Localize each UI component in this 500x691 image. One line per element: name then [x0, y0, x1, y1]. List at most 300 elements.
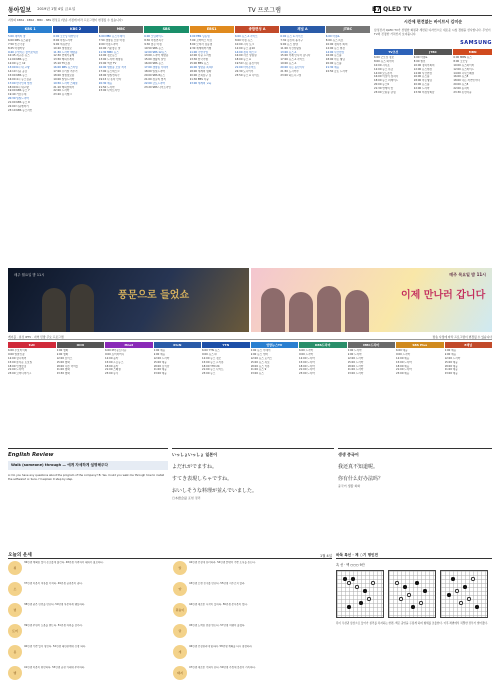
channel-column — [8, 35, 52, 265]
black-stone — [347, 605, 350, 608]
program-item: 11:30 MBC 뉴스 — [98, 50, 119, 54]
cable-channel-head: OCN — [57, 342, 105, 348]
qled-channel-column — [453, 56, 492, 166]
program-item: 6:00 예능 — [153, 349, 166, 352]
program-item: 12:00 뉴스 12 — [8, 62, 26, 66]
program-item: 20:00 뉴스룸 — [413, 83, 430, 87]
program-item: 16:00 사건 상황실 — [235, 54, 257, 58]
program-item: 9:00 드라마 — [396, 352, 411, 356]
chinese-title: 생생 중국어 — [338, 452, 359, 457]
program-item: 9:00 뉴스 탑텐 — [280, 42, 298, 46]
program-item: 18:00 뉴스 A — [235, 58, 251, 62]
horoscope-item — [173, 666, 332, 686]
horoscope-text: 41년생 마음이 편안하다. 53년생 금전 거래에 주의하라. — [24, 666, 86, 669]
program-item: 7:00 꼬마버스 타요 — [189, 38, 213, 42]
program-item: 16:00 생방송 오늘 저녁 — [98, 66, 127, 70]
program-item: 15:00 영화 — [56, 360, 70, 364]
cable-channel-column — [396, 349, 444, 435]
program-item: 9:00 드라마 — [347, 352, 362, 356]
zodiac-animal-icon: 양 — [173, 582, 187, 596]
program-item: 21:00 드라마 — [8, 368, 24, 372]
program-item: 23:50 뉴스 A 나이트 — [235, 73, 260, 77]
program-item: 18:00 6시 내고향 — [8, 85, 29, 89]
program-item: 18:00 예능 — [396, 364, 410, 368]
program-item: 6:00 MBC 뉴스투데이 — [98, 35, 125, 38]
baduk-subtitle: 흑 선 · 백 ○○○ 9단 — [336, 563, 365, 567]
program-item: 12:00 뉴스 현장 — [325, 46, 345, 50]
program-item: 8:30 아침연속극 — [144, 38, 164, 42]
issue-date: 2019년 1월 4일 금요일 — [37, 7, 76, 11]
program-item: 23:00 예능 — [396, 372, 410, 376]
qled-channel-column — [414, 56, 453, 166]
horoscope-item — [8, 645, 167, 665]
program-item: 6:00 뉴스 A 라이브 — [280, 35, 303, 38]
black-stone — [351, 577, 354, 580]
program-item: 19:50 드라마 스페셜 — [53, 81, 78, 85]
horoscope-text: 46년생 건강관리에 힘써라. 58년생 계획을 다시 점검하라. — [189, 645, 253, 648]
program-item: 15:00 이제 만나러 갑니다 — [280, 54, 311, 58]
program-item: 12:00 드라마 — [299, 356, 315, 360]
program-item: 20:00 뉴스룸 — [325, 62, 342, 66]
program-item: 12:00 SBS 12뉴스 — [144, 50, 167, 54]
black-stone — [363, 589, 366, 592]
program-item: 6:00 EBS 딩동댕 — [189, 35, 210, 38]
program-item: 18:00 음악 — [105, 364, 119, 368]
zodiac-animal-icon: 토끼 — [8, 624, 22, 638]
qled-logo-text: QLED TV — [383, 6, 412, 13]
program-item: 6:00 KBS 뉴스광장 — [8, 38, 31, 42]
program-item: 6:00 뉴스 투데이 — [250, 349, 271, 352]
program-item: 11:00 사건상황실 — [280, 46, 302, 50]
program-item: 16:00 4시 뉴스집중 — [8, 77, 32, 81]
horoscope-text: 39년생 주변의 도움을 받는다. 51년생 과욕을 삼가라. — [24, 624, 83, 627]
program-item: 12:00 보이스 — [56, 356, 73, 360]
program-item: 12:30 연예가중계 — [53, 54, 75, 58]
program-item: 9:00 알쓸신잡 — [8, 352, 25, 356]
host-figure — [70, 284, 94, 332]
program-item: 6:00 영화 — [56, 349, 69, 352]
program-item: 6:00 굿모닝 대한민국 — [53, 35, 79, 38]
qled-channel-heads — [374, 49, 492, 55]
program-item: 18:00 일일드라마 — [144, 70, 166, 74]
program-item: 15:00 놀라운 토요일 — [8, 360, 33, 364]
program-item: 6:00 예능 — [396, 349, 408, 352]
channel-header: KBS 1 — [8, 26, 52, 33]
cast-figure — [345, 290, 369, 332]
program-item: 9:00 영화 — [56, 352, 69, 356]
program-item: 21:00 드라마 — [396, 368, 412, 372]
program-item: 15:00 예능 — [153, 360, 167, 364]
program-item: 6:00 굿모닝 정보 — [374, 56, 395, 59]
zodiac-animal-icon: 소 — [8, 582, 22, 596]
cable-channel-column — [445, 349, 493, 435]
english-body: A: Do you have any questions about the program of the company? B: Yes. Could you walk me through how to install the software? A: Sure. I'll explain it step by step. — [8, 473, 165, 481]
black-stone — [475, 605, 478, 608]
zodiac-animal-icon: 범 — [8, 603, 22, 617]
channel-header: SBS — [144, 26, 188, 33]
channel-column — [190, 35, 234, 265]
cable-channel-head: SBS Plus — [396, 342, 444, 348]
channel-column — [326, 35, 370, 265]
program-item: 10:00 정치부 회의 — [325, 42, 348, 46]
daily-horoscope — [8, 552, 332, 688]
japanese-line: よだれがでますね。 — [172, 464, 218, 470]
program-item: 9:00 드라마 — [299, 352, 314, 356]
program-item: 6:00 M카운트다운 — [105, 349, 127, 352]
horoscope-header — [8, 552, 332, 559]
program-item: 19:40 가요무대 — [8, 93, 27, 97]
program-item: 21:00 예능 — [153, 368, 167, 372]
program-item: 12:00 뉴스 톱10 — [235, 46, 255, 50]
program-item: 12:00 드라마 — [444, 356, 461, 360]
program-item: 14:00 시사스페셜 — [453, 71, 475, 75]
program-item: 15:00 섹션 TV — [98, 62, 117, 66]
banner-kicker: 매주 목요일 밤 11시 — [449, 272, 486, 277]
samsung-square-icon — [374, 6, 381, 13]
baduk-column — [336, 552, 492, 688]
cast-figure — [261, 288, 285, 332]
program-item: 19:00 KBS 뉴스 7 — [8, 89, 30, 93]
program-item: 23:30 영화 — [56, 372, 70, 376]
program-item: 23:00 예능 — [153, 372, 167, 376]
cable-caption-left: 케이블 · 위성 IPTV · 지역 민방 주요 프로그램 — [8, 335, 64, 339]
program-item: 22:00 동치미 — [453, 87, 470, 91]
channel-column — [99, 35, 143, 265]
channel-header: 종합편성 A — [235, 26, 279, 33]
cable-channel-column — [105, 349, 153, 435]
qled-channel-head: TV조선 — [374, 49, 413, 55]
program-item: 13:00 뉴스 A — [280, 50, 297, 54]
channel-column — [53, 35, 97, 265]
program-item: 12:00 음악 — [105, 356, 119, 360]
horoscope-item — [8, 561, 167, 581]
program-item: 18:00 아는형님 — [413, 79, 432, 83]
program-item: 12:00 정오뉴스 — [98, 54, 118, 58]
program-item: 8:00 뉴스 파이터 — [374, 59, 395, 63]
program-item: 21:00 영화 — [56, 368, 70, 372]
program-item: 10:50 SBS 뉴스 — [144, 46, 164, 50]
program-item: 15:00 드라마 — [396, 360, 412, 364]
program-item: 16:00 뉴스룸 — [325, 54, 342, 58]
channel-header-row — [8, 26, 370, 33]
baduk-title: 바둑 특선 · 제 ○기 명인전 — [336, 552, 492, 559]
program-item: 23:00 드라마 — [299, 372, 315, 376]
program-item: 15:00 예능 — [444, 360, 458, 364]
zodiac-animal-icon: 용 — [8, 645, 22, 659]
program-item: 21:30 연애의 맛 — [374, 87, 394, 91]
program-item: 23:30 비정상회담 — [413, 91, 435, 95]
cable-caption — [8, 334, 492, 340]
white-stone — [395, 581, 398, 584]
horoscope-title: 오늘의 운세 — [8, 553, 32, 558]
program-item: 21:00 뉴스 9 — [250, 368, 267, 372]
program-item: 7:50 생방송 오늘 아침 — [98, 38, 125, 42]
cable-channel-column — [8, 349, 56, 435]
program-item: 18:00 강식당 — [153, 364, 170, 368]
program-item: 9:00 쇼미더머니 — [105, 352, 125, 356]
program-item: 9:00 예능 — [444, 352, 457, 356]
program-item: 6:00 드라마 — [299, 349, 314, 352]
black-stone — [463, 585, 466, 588]
white-stone — [367, 597, 370, 600]
program-item: 14:00 사건반장 — [413, 71, 432, 75]
channel-column — [144, 35, 188, 265]
program-item: 12:00 뉴스 정오 — [202, 356, 222, 360]
program-item: 9:40 무엇이든 물어보세요 — [8, 50, 39, 54]
program-item: 16:00 뉴스룸 — [413, 75, 430, 79]
program-item: 16:00 뉴스8 — [453, 75, 469, 79]
banner-ije-manna — [251, 268, 492, 332]
program-item: 19:50 나는 몸신이다 — [235, 62, 260, 66]
white-stone — [419, 601, 422, 604]
host-figure — [42, 288, 66, 332]
program-item: 14:00 보도본부 — [374, 71, 393, 75]
program-item: 12:00 뉴스 포커스 — [250, 356, 273, 360]
program-item: 9:00 아침드라마 — [98, 42, 118, 46]
white-stone — [407, 593, 410, 596]
program-item: 15:00 프로듀스 — [105, 360, 124, 364]
program-item: 14:00 사건반장 — [325, 50, 345, 54]
baduk-commentary: 흑이 우상귀 삼삼으로 들어가 실리를 차지하는 한편, 백은 중앙을 두텁게 하며 형세를 조율한다. 이후 좌변에서 치열한 전투가 벌어졌다. — [336, 622, 488, 625]
chinese-note: 중국어 생활 회화 — [338, 484, 361, 488]
zodiac-animal-icon: 뱀 — [8, 666, 22, 680]
program-item: 18:00 인생술집 — [8, 364, 27, 368]
program-item: 10:00 뉴스파이터 — [453, 63, 475, 67]
cable-channel-head: 연합뉴스TV — [251, 342, 299, 348]
program-item: 6:00 모닝와이드 — [144, 35, 164, 38]
program-item: 10:00 시사 토크 — [235, 42, 255, 46]
page-number: B7 — [372, 6, 381, 13]
cable-channel-head: MBC드라마 — [348, 342, 396, 348]
program-item: 13:00 드라마 재방송 — [144, 54, 169, 58]
tv-schedule-cable — [8, 334, 492, 442]
japanese-note: 日本語会話 표현 정리 — [172, 496, 201, 500]
newspaper-name: 동아일보 — [8, 7, 32, 14]
horoscope-item — [8, 582, 167, 602]
program-item: 12:00 뉴스 특급 — [374, 67, 394, 71]
program-item: 21:00 뉴스 나이트 — [202, 368, 224, 372]
zodiac-animal-icon: 닭 — [173, 624, 187, 638]
white-stone — [459, 601, 462, 604]
program-item: 15:00 뉴스 특보 — [250, 360, 270, 364]
program-item: 8:00 아침드라마 — [53, 38, 73, 42]
program-item: 20:00 뉴스8 — [453, 83, 469, 87]
horoscope-date: 1월 4일 — [320, 553, 332, 558]
program-item: 6:00 수요미식회 — [8, 349, 28, 352]
cable-channel-column — [299, 349, 347, 435]
horoscope-item — [173, 624, 332, 644]
program-item: 23:00 세계의 교육 — [189, 81, 212, 85]
white-stone — [347, 581, 350, 584]
cable-channel-head: tvN — [8, 342, 56, 348]
program-item: 20:00 SBS 8뉴스 — [144, 73, 165, 77]
english-title: English Review — [8, 452, 54, 458]
program-item: 11:00 KBS 뉴스 — [8, 58, 28, 62]
program-item: 23:30 휴먼다큐 — [453, 91, 472, 95]
program-item: 12:00 드라마 — [347, 356, 364, 360]
zodiac-animal-icon: 개 — [173, 645, 187, 659]
program-item: 22:00 다큐멘터리 — [8, 105, 29, 109]
cable-channel-head: Mnet — [105, 342, 153, 348]
program-item: 8:00 모여라 딩동댕 — [189, 42, 213, 46]
program-item: 13:00 드라마 재방송 — [98, 58, 123, 62]
qled-channel-column — [374, 56, 413, 166]
program-item: 23:00 뉴스 — [250, 372, 264, 376]
white-stone — [471, 577, 474, 580]
cable-channel-head: XtvN — [154, 342, 202, 348]
program-item: 6:00 드라마 — [347, 349, 362, 352]
program-item: 16:00 이것이 정치다 — [374, 75, 399, 79]
program-item: 14:00 정치 데스크 — [235, 50, 257, 54]
section-title: TV 프로그램 — [248, 7, 281, 14]
program-item: 8:00 아침 뉴스 — [235, 38, 253, 42]
program-item: 8:00 굿모닝 — [453, 59, 468, 63]
channel-header: JTBC — [326, 26, 370, 33]
banner-title: 이제 만나러 갑니다 — [401, 290, 486, 301]
white-stone — [399, 597, 402, 600]
baduk-board — [440, 570, 488, 618]
program-item: 8:25 아침마당 — [8, 46, 25, 50]
program-item: 6:00 아침& — [413, 56, 428, 59]
program-item: 16:00 KBS 뉴스타임 — [53, 66, 78, 70]
program-item: 21:10 해피선데이 — [53, 85, 75, 89]
cable-caption-right: 방송 사정에 따라 프로그램이 변경될 수 있습니다 — [432, 335, 492, 339]
japanese-line: おいしそうな料理が並んでいました。 — [172, 488, 258, 494]
program-item: 18:00 드라마 — [347, 364, 364, 368]
program-item: 21:30 EBS 다큐 — [189, 77, 209, 81]
program-item: 9:00 뉴스 Q — [202, 352, 217, 356]
program-item: 10:00 정치부회의 — [413, 63, 435, 67]
black-stone — [423, 589, 426, 592]
black-stone — [451, 577, 454, 580]
banner-pungmun — [8, 268, 249, 332]
program-item: 21:00 드라마 — [299, 368, 315, 372]
qled-title: 시간에 편견없는 바이브서 김미순 — [403, 19, 463, 24]
chinese-line: 我还真不知道呢。 — [338, 464, 379, 470]
program-item: 22:50 금토 드라마 — [325, 70, 348, 74]
program-item: 23:00 예능 — [444, 372, 458, 376]
black-stone — [359, 601, 362, 604]
chinese-lesson — [338, 448, 492, 548]
program-item: 19:15 나 혼자 산다 — [98, 77, 122, 81]
program-item: 15:00 KBS 뉴스 — [8, 73, 28, 77]
program-item: 21:00 예능 — [444, 368, 458, 372]
channel-header: EBS1 — [190, 26, 234, 33]
program-item: 17:00 뉴스 A 라이브 — [280, 58, 305, 62]
program-item: 7:50 인간극장 — [8, 42, 25, 46]
channel-header: MBC — [99, 26, 143, 33]
program-item: 22:00 금토드라마 — [144, 81, 166, 85]
horoscope-item — [173, 561, 332, 581]
horoscope-item — [173, 603, 332, 623]
horoscope-item — [173, 645, 332, 665]
program-item: 10:00 시사쇼 — [374, 63, 390, 67]
program-item: 16:00 생방송 톡!톡! — [189, 66, 214, 70]
schedule-info: 지상파 KBS1 · KBS2 · MBC · SBS 편성표 (방송 사정에 따라 프로그램이 변경될 수 있습니다) — [8, 18, 123, 22]
zodiac-animal-icon: 돼지 — [173, 666, 187, 680]
cable-channel-head: YTN — [202, 342, 250, 348]
program-item: 23:00 코미디빅리그 — [8, 372, 32, 376]
program-item: 9:00 예능 — [153, 352, 166, 356]
program-item: 23:00 뮤직 — [105, 372, 119, 376]
baduk-boards — [336, 570, 492, 618]
program-item: 14:10 다큐 공감 — [8, 70, 28, 74]
program-item: 15:00 뉴스 프리뷰 — [202, 360, 224, 364]
program-item: 18:00 아는 형님 — [325, 58, 345, 62]
english-review — [8, 448, 168, 548]
cable-channel-head: E채널 — [445, 342, 493, 348]
cable-channel-column — [251, 349, 299, 435]
program-item: 19:00 일일드라마 — [53, 77, 75, 81]
cast-figure — [317, 286, 341, 332]
qled-channel-head: JTBC — [414, 49, 453, 55]
program-item: 20:00 건축탐구 집 — [189, 73, 212, 77]
program-item: 22:30 도시어부 — [235, 70, 254, 74]
program-item: 18:00 드라마 — [299, 364, 315, 368]
japanese-lesson — [172, 448, 334, 548]
program-item: 18:00 나는 자연인이다 — [453, 79, 481, 83]
black-stone — [343, 577, 346, 580]
horoscope-text: 40년생 기쁜 일이 생긴다. 52년생 대인관계에 신경 써라. — [24, 645, 86, 648]
cable-channel-heads — [8, 342, 492, 348]
program-item: 15:00 드라마 — [347, 360, 364, 364]
program-item: 22:00 드라마 — [53, 89, 70, 93]
program-item: 21:30 예능 — [325, 66, 340, 70]
program-item: 18:00 뉴스 리뷰 — [250, 364, 270, 368]
program-item: 5:00 새벽의 창 — [8, 35, 26, 38]
program-item: 11:00 극한직업 — [189, 50, 208, 54]
program-item: 23:00 하트시그널 — [280, 73, 302, 77]
program-item: 18:00 예능 — [444, 364, 458, 368]
samsung-brand: SAMSUNG — [460, 40, 492, 46]
program-item: 18:00 생생정보통 — [53, 73, 75, 77]
japanese-line: すてき表現しちゃですね。 — [172, 476, 233, 482]
program-item: 6:00 뉴스 A 라이브 — [235, 35, 258, 38]
program-item: 8:00 썰전 — [413, 59, 426, 63]
program-item: 21:00 스페셜 — [105, 368, 121, 372]
program-banners — [8, 268, 492, 332]
program-item: 23:00 모란봉 클럽 — [374, 91, 396, 95]
horoscope-text: 37년생 마음의 여유를 가져라. 49년생 금전운이 좋다. — [24, 582, 83, 585]
program-item: 15:00 드라마 — [299, 360, 315, 364]
program-item: 12:00 드라마 — [153, 356, 170, 360]
horoscope-grid — [8, 561, 332, 686]
banner-kicker: 매주 월요일 밤 11시 — [14, 273, 45, 277]
program-item: 12:00 다큐 프라임 — [189, 54, 212, 58]
program-item: 21:50 도시어부 — [280, 70, 299, 74]
program-item: 6:00 MBN 뉴스 — [453, 56, 472, 59]
program-item: 12:00 뉴스와이드 — [453, 67, 475, 71]
cable-channel-column — [57, 349, 105, 435]
tv-schedule-top — [8, 18, 370, 266]
program-item: 6:00 YTN 뉴스 — [202, 349, 220, 352]
program-item: 18:00 세계의 명화 — [189, 70, 212, 74]
horoscope-text: 45년생 노력한 만큼 얻는다. 57년생 여행이 즐겁다. — [189, 624, 246, 627]
channel-column — [280, 35, 324, 265]
program-item: 21:00 KBS 뉴스 9 — [8, 101, 30, 105]
baduk-board — [336, 570, 384, 618]
channel-column — [235, 35, 279, 265]
black-stone — [403, 585, 406, 588]
program-item: 20:30 일일드라마 — [8, 97, 29, 101]
zodiac-animal-icon: 원숭이 — [173, 603, 187, 617]
program-item: 10:45 지구촌 뉴스 — [8, 54, 30, 58]
white-stone — [371, 581, 374, 584]
horoscope-text: 43년생 오랜 친구를 만난다. 55년생 서두르지 말라. — [189, 582, 246, 585]
black-stone — [411, 605, 414, 608]
qled-body: 삼성전자 QLED TV가 선명한 화질과 세련된 디자인으로 새로운 시청 경험을 선사합니다. 무엇이 TV의 진정한 가치인지 보여줍니다. — [374, 28, 491, 36]
horoscope-item — [8, 666, 167, 686]
